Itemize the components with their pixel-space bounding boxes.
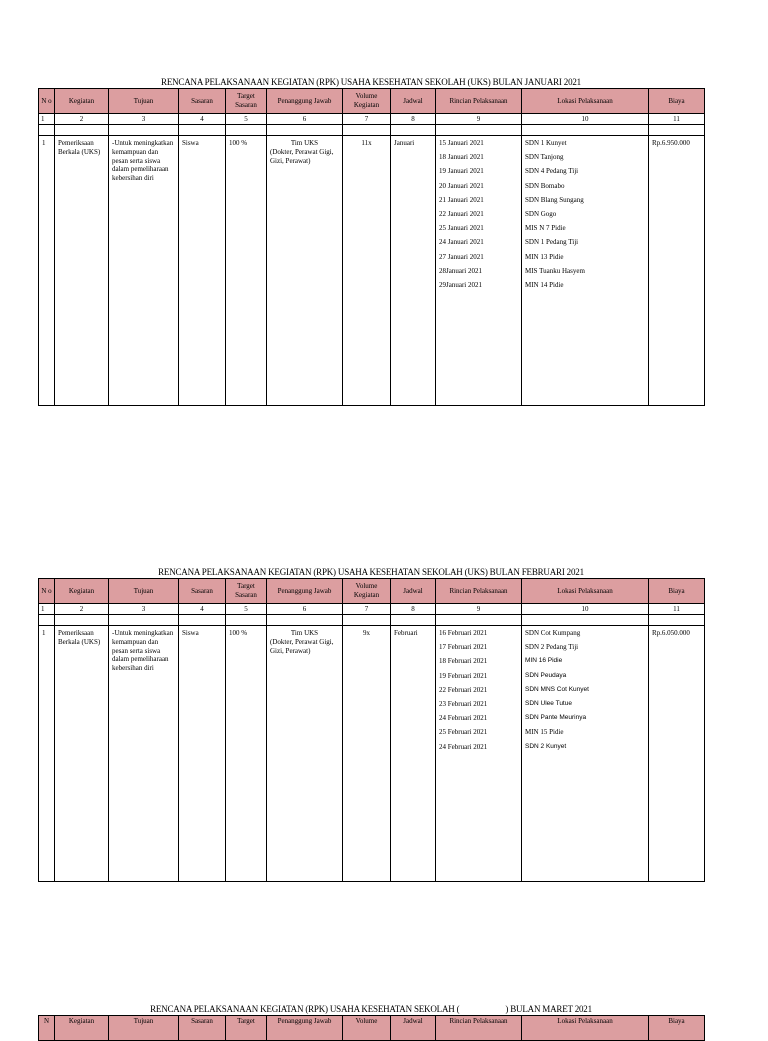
col-header-kegiatan: Kegiatan <box>55 579 109 604</box>
col-header-biaya: Biaya <box>649 579 705 604</box>
list-item: 28Januari 2021 <box>439 266 482 275</box>
list-item: 19 Januari 2021 <box>439 167 484 176</box>
cell-penanggung-jawab <box>267 626 343 882</box>
col-header-target: Target Sasaran <box>226 579 267 604</box>
col-header-volume: Volume <box>343 1016 391 1041</box>
cell-no: 1 <box>39 136 55 406</box>
cell-sasaran: Siswa <box>179 626 226 882</box>
col-header-penanggung-jawab: Penanggung Jawab <box>267 89 343 114</box>
list-item: SDN Cot Kumpang <box>525 629 581 637</box>
list-item: SDN Bomabo <box>525 181 565 190</box>
blank-row <box>39 125 705 136</box>
rpk-table <box>38 88 705 406</box>
cell-biaya: Rp.6.950.000 <box>649 136 705 406</box>
col-header-sasaran: Sasaran <box>179 1016 226 1041</box>
col-header-jadwal: Jadwal <box>391 579 436 604</box>
header-row <box>39 1016 705 1041</box>
list-item: 24 Februari 2021 <box>439 742 488 751</box>
list-item: SDN Blang Sungang <box>525 195 584 204</box>
cell-jadwal: Februari <box>391 626 436 882</box>
list-item: SDN 1 Kunyet <box>525 139 567 147</box>
col-header-sasaran: Sasaran <box>179 579 226 604</box>
blank-row <box>39 615 705 626</box>
col-number: 6 <box>267 114 343 125</box>
list-item: 19 Februari 2021 <box>439 671 488 680</box>
rpk-section-februari <box>38 566 704 882</box>
header-row <box>39 89 705 114</box>
list-item: MIS N 7 Pidie <box>525 224 566 233</box>
col-number: 5 <box>226 604 267 615</box>
cell-volume: 11x <box>343 136 391 406</box>
list-item: SDN Ulee Tutue <box>525 699 572 707</box>
pj-team: Tim UKS <box>290 629 319 637</box>
list-item: SDN 2 Kunyet <box>525 742 567 750</box>
col-number: 11 <box>649 114 705 125</box>
col-number: 8 <box>391 604 436 615</box>
col-header-biaya: Biaya <box>649 89 705 114</box>
list-item: MIN 14 Pidie <box>525 280 564 289</box>
list-item: MIS Tuanku Hasyem <box>525 266 585 275</box>
col-header-lokasi: Lokasi Pelaksanaan <box>522 89 649 114</box>
list-item: 21 Januari 2021 <box>439 195 484 204</box>
col-header-penanggung-jawab: Penanggung Jawab <box>267 1016 343 1041</box>
col-header-penanggung-jawab: Penanggung Jawab <box>267 579 343 604</box>
list-item: 24 Februari 2021 <box>439 714 488 723</box>
rpk-table <box>38 1015 705 1041</box>
col-header-no: N o <box>39 89 55 114</box>
col-header-tujuan: Tujuan <box>109 1016 179 1041</box>
col-number: 4 <box>179 114 226 125</box>
col-number: 7 <box>343 604 391 615</box>
list-item: 17 Februari 2021 <box>439 643 488 652</box>
cell-tujuan: -Untuk meningkatkan kemampuan dan pesan serta siswa dalam pemeliharaan kebersihan diri <box>109 626 179 882</box>
cell-penanggung-jawab <box>267 136 343 406</box>
col-number: 3 <box>109 604 179 615</box>
list-item: 15 Januari 2021 <box>439 139 484 147</box>
list-item: 29Januari 2021 <box>439 280 482 289</box>
col-number: 6 <box>267 604 343 615</box>
list-item: 23 Februari 2021 <box>439 699 488 708</box>
list-item: 27 Januari 2021 <box>439 252 484 261</box>
cell-jadwal: Januari <box>391 136 436 406</box>
col-header-no: N <box>39 1016 55 1041</box>
cell-biaya: Rp.6.050.000 <box>649 626 705 882</box>
col-header-biaya: Biaya <box>649 1016 705 1041</box>
list-item: SDN MNS Cot Kunyet <box>525 685 589 693</box>
col-header-rincian: Rincian Pelaksanaan <box>436 579 522 604</box>
rpk-table <box>38 578 705 882</box>
col-number: 9 <box>436 604 522 615</box>
col-header-volume: Volume Kegiatan <box>343 579 391 604</box>
col-number: 2 <box>55 604 109 615</box>
section-title: RENCANA PELAKSANAAN KEGIATAN (RPK) USAHA KESEHATAN SEKOLAH (UKS) BULAN JANUARI 2021 <box>161 77 581 87</box>
col-header-no: N o <box>39 579 55 604</box>
list-item: SDN 1 Pedang Tiji <box>525 238 579 247</box>
list-item: 22 Februari 2021 <box>439 685 488 694</box>
pj-detail: (Dokter, Perawat Gigi, Gizi, Perawat) <box>270 637 334 655</box>
col-number: 5 <box>226 114 267 125</box>
col-number: 9 <box>436 114 522 125</box>
cell-target: 100 % <box>226 136 267 406</box>
list-item: 18 Februari 2021 <box>439 657 488 666</box>
list-item: MIN 16 Pidie <box>525 657 563 665</box>
column-number-row <box>39 604 705 615</box>
list-item: SDN 4 Pedang Tiji <box>525 167 579 176</box>
col-number: 8 <box>391 114 436 125</box>
list-item: 16 Februari 2021 <box>439 629 488 637</box>
list-item: MIN 13 Pidie <box>525 252 564 261</box>
col-header-tujuan: Tujuan <box>109 579 179 604</box>
cell-rincian <box>436 136 522 406</box>
column-number-row <box>39 114 705 125</box>
cell-sasaran: Siswa <box>179 136 226 406</box>
list-item: SDN Gogo <box>525 209 557 218</box>
pj-team: Tim UKS <box>290 139 319 147</box>
col-header-jadwal: Jadwal <box>391 89 436 114</box>
list-item: 18 Januari 2021 <box>439 153 484 162</box>
section-title-prefix: RENCANA PELAKSANAAN KEGIATAN (RPK) USAHA KESEHATAN SEKOLAH ( <box>150 1004 460 1014</box>
col-number: 7 <box>343 114 391 125</box>
col-number: 10 <box>522 604 649 615</box>
table-row <box>39 136 705 406</box>
col-number: 1 <box>39 604 55 615</box>
col-header-target: Target <box>226 1016 267 1041</box>
col-header-sasaran: Sasaran <box>179 89 226 114</box>
list-item: 25 Januari 2021 <box>439 224 484 233</box>
table-row <box>39 626 705 882</box>
header-row <box>39 579 705 604</box>
cell-kegiatan: Pemeriksaan Berkala (UKS) <box>55 136 109 406</box>
cell-target: 100 % <box>226 626 267 882</box>
col-header-tujuan: Tujuan <box>109 89 179 114</box>
col-number: 1 <box>39 114 55 125</box>
col-number: 3 <box>109 114 179 125</box>
col-number: 10 <box>522 114 649 125</box>
cell-rincian <box>436 626 522 882</box>
section-title <box>38 1003 704 1015</box>
list-item: 22 Januari 2021 <box>439 209 484 218</box>
cell-no: 1 <box>39 626 55 882</box>
rpk-section-maret <box>38 1003 704 1041</box>
col-number: 2 <box>55 114 109 125</box>
col-header-kegiatan: Kegiatan <box>55 1016 109 1041</box>
cell-volume: 9x <box>343 626 391 882</box>
col-header-target: Target Sasaran <box>226 89 267 114</box>
pj-detail: (Dokter, Perawat Gigi, Gizi, Perawat) <box>270 147 334 165</box>
list-item: 20 Januari 2021 <box>439 181 484 190</box>
list-item: SDN 2 Pedang Tiji <box>525 643 579 652</box>
col-header-lokasi: Lokasi Pelaksanaan <box>522 579 649 604</box>
section-title: RENCANA PELAKSANAAN KEGIATAN (RPK) USAHA KESEHATAN SEKOLAH (UKS) BULAN FEBRUARI 2021 <box>158 567 584 577</box>
col-header-kegiatan: Kegiatan <box>55 89 109 114</box>
section-title-suffix: ) BULAN MARET 2021 <box>505 1004 592 1014</box>
cell-lokasi <box>522 136 649 406</box>
rpk-section-januari <box>38 76 704 406</box>
cell-tujuan: -Untuk meningkatkan kemampuan dan pesan serta siswa dalam pemeliharaan kebersihan diri <box>109 136 179 406</box>
col-header-rincian: Rincian Pelaksanaan <box>436 89 522 114</box>
list-item: SDN Pante Meurinya <box>525 714 587 722</box>
col-header-volume: Volume Kegiatan <box>343 89 391 114</box>
col-number: 11 <box>649 604 705 615</box>
col-header-rincian: Rincian Pelaksanaan <box>436 1016 522 1041</box>
cell-lokasi <box>522 626 649 882</box>
list-item: 24 Januari 2021 <box>439 238 484 247</box>
list-item: MIN 15 Pidie <box>525 728 564 737</box>
list-item: 25 Februari 2021 <box>439 728 488 737</box>
list-item: SDN Peudaya <box>525 671 567 679</box>
cell-kegiatan: Pemeriksaan Berkala (UKS) <box>55 626 109 882</box>
col-header-lokasi: Lokasi Pelaksanaan <box>522 1016 649 1041</box>
list-item: SDN Tanjong <box>525 153 564 162</box>
col-number: 4 <box>179 604 226 615</box>
col-header-jadwal: Jadwal <box>391 1016 436 1041</box>
